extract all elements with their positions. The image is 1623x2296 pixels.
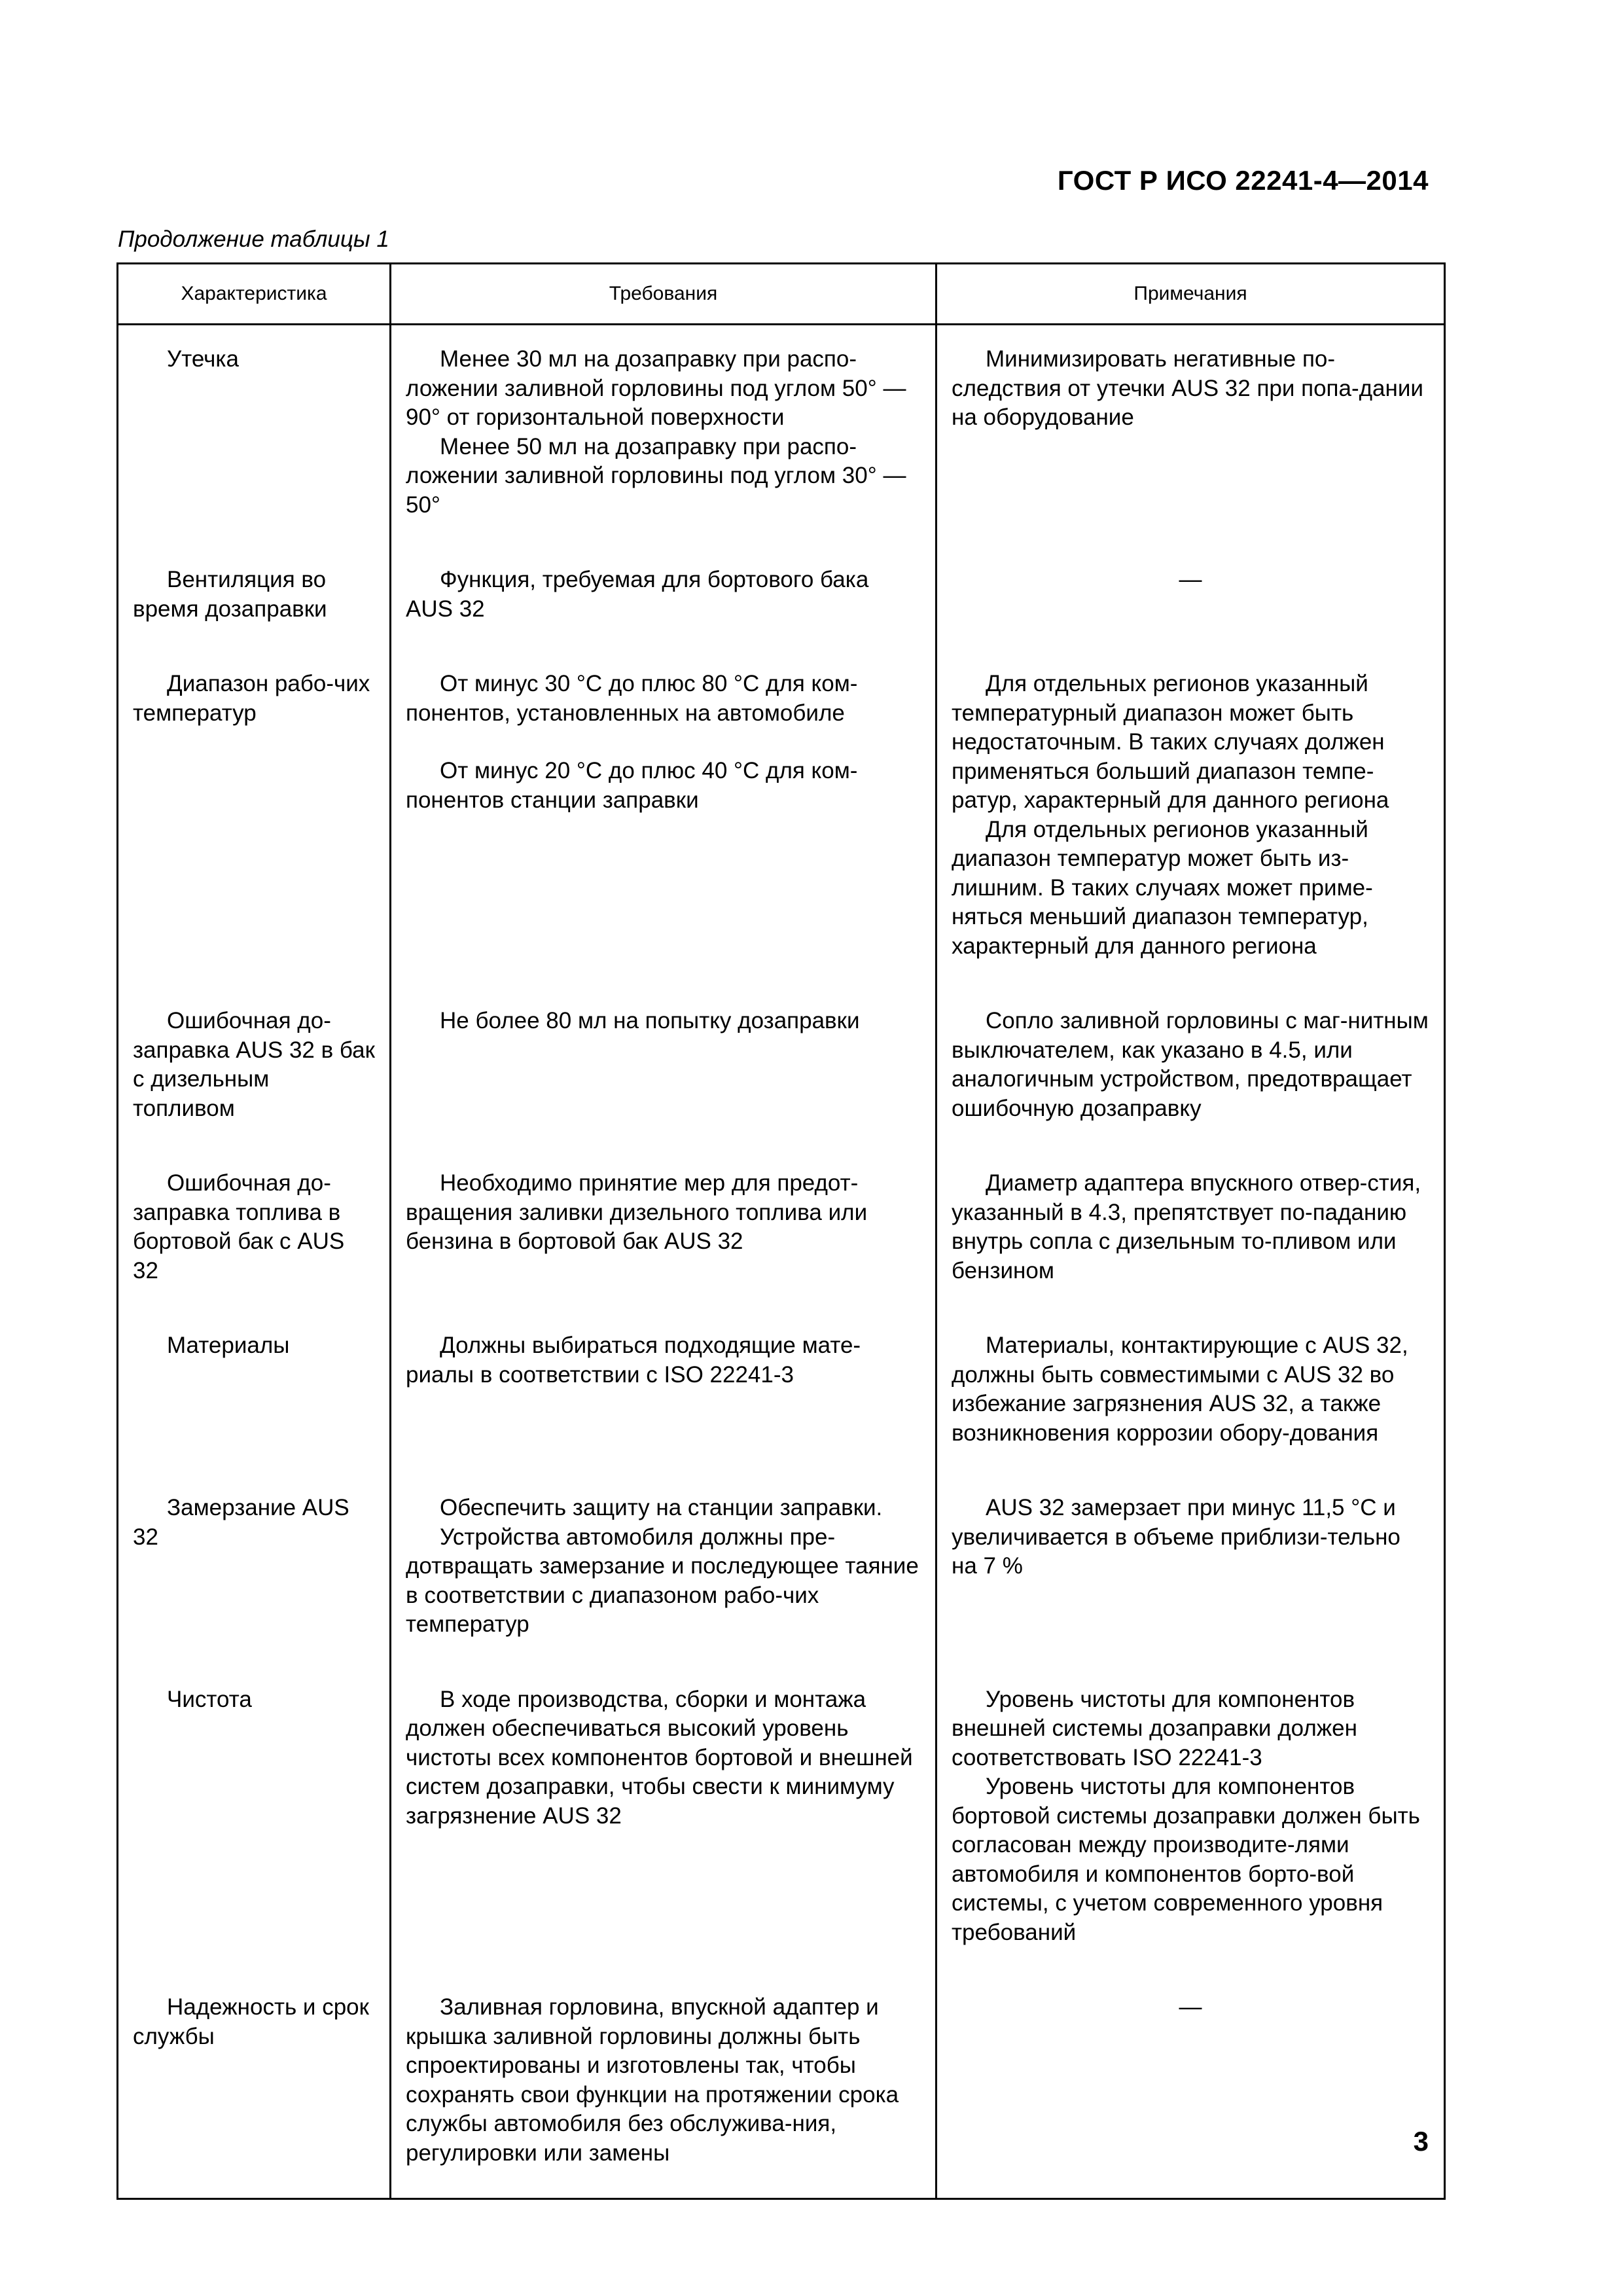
notes-cell [936, 325, 1445, 550]
requirements-cell [391, 325, 936, 550]
cell-paragraph: — [1179, 1994, 1202, 2020]
cell-paragraph: Менее 50 мл на дозаправку при распо-ложении заливной горловины под углом 30° — 50° [406, 433, 906, 518]
cell-paragraph: Необходимо принятие мер для предот-вращения заливки дизельного топлива или бензина в бортовой бак AUS 32 [406, 1170, 868, 1254]
cell-paragraph: Обеспечить защиту на станции заправки. [440, 1495, 883, 1520]
characteristic-cell [118, 1977, 391, 2199]
table-row [118, 654, 1445, 991]
characteristic-cell [118, 991, 391, 1153]
notes-cell [936, 654, 1445, 991]
requirements-cell [391, 1153, 936, 1316]
cell-paragraph: Ошибочная до-заправка AUS 32 в бак с дизельным топливом [133, 1008, 375, 1121]
cell-paragraph: Для отдельных регионов указанный температурный диапазон может быть недостаточным. В таких случаях должен применяться больший диапазон темпе-ратур, характерный для данного региона [952, 671, 1389, 813]
notes-cell [936, 1977, 1445, 2199]
cell-paragraph: Функция, требуемая для бортового бака AUS 32 [406, 567, 869, 622]
characteristic-cell [118, 654, 391, 991]
notes-cell [936, 1153, 1445, 1316]
table-row [118, 991, 1445, 1153]
cell-paragraph: Чистота [167, 1686, 252, 1712]
column-header-requirements: Требования [391, 264, 936, 325]
requirements-table [116, 262, 1446, 2200]
cell-paragraph: От минус 20 °С до плюс 40 °С для ком-понентов станции заправки [406, 758, 858, 813]
cell-paragraph: Утечка [167, 346, 239, 372]
notes-cell [936, 550, 1445, 654]
characteristic-cell [118, 1670, 391, 1978]
notes-cell [936, 1478, 1445, 1670]
requirements-cell [391, 1670, 936, 1978]
cell-paragraph: Диапазон рабо-чих температур [133, 671, 370, 726]
cell-paragraph: Уровень чистоты для компонентов бортовой системы дозаправки должен быть согласован между производите-лями автомобиля и компонентов борто-вой системы, с учетом современного уровня требований [952, 1774, 1420, 1945]
column-header-characteristic: Характеристика [118, 264, 391, 325]
cell-paragraph: Материалы, контактирующие с AUS 32, должны быть совместимыми с AUS 32 во избежание загрязнения AUS 32, а также возникновения коррозии обору-дования [952, 1333, 1408, 1446]
cell-paragraph: Для отдельных регионов указанный диапазон температур может быть из-лишним. В таких случаях может приме-няться меньший диапазон температур, характерный для данного региона [952, 816, 1373, 959]
cell-paragraph: Уровень чистоты для компонентов внешней системы дозаправки должен соответствовать ISO 22241-3 [952, 1686, 1357, 1770]
characteristic-cell [118, 1316, 391, 1478]
cell-paragraph: Устройства автомобиля должны пре-дотвращать замерзание и последующее таяние в соответствии с диапазоном рабо-чих температур [406, 1524, 919, 1637]
requirements-cell [391, 1478, 936, 1670]
characteristic-cell [118, 325, 391, 550]
table-row [118, 325, 1445, 550]
table-row [118, 550, 1445, 654]
cell-paragraph: Заливная горловина, впускной адаптер и крышка заливной горловины должны быть спроектированы и изготовлены так, чтобы сохранять свои функции на протяжении срока службы автомобиля без обслужива-ния, регулировки или замены [406, 1994, 899, 2166]
cell-paragraph: Материалы [167, 1333, 290, 1358]
cell-paragraph: AUS 32 замерзает при минус 11,5 °С и увеличивается в объеме приблизи-тельно на 7 % [952, 1495, 1400, 1579]
table-row [118, 1977, 1445, 2199]
table-header-row [118, 264, 1445, 325]
page-number: 3 [1413, 2126, 1429, 2157]
requirements-cell [391, 1316, 936, 1478]
table-caption: Продолжение таблицы 1 [118, 226, 389, 252]
cell-paragraph: Диаметр адаптера впускного отвер-стия, указанный в 4.3, препятствует по-паданию внутрь сопла с дизельным то-пливом или бензином [952, 1170, 1421, 1283]
requirements-cell [391, 1977, 936, 2199]
cell-paragraph: Замерзание AUS 32 [133, 1495, 349, 1550]
document-code: ГОСТ Р ИСО 22241-4—2014 [1057, 165, 1429, 196]
characteristic-cell [118, 1478, 391, 1670]
characteristic-cell [118, 1153, 391, 1316]
cell-paragraph: Надежность и срок службы [133, 1994, 369, 2049]
requirements-cell [391, 550, 936, 654]
notes-cell [936, 1316, 1445, 1478]
cell-paragraph: В ходе производства, сборки и монтажа должен обеспечиваться высокий уровень чистоты всех компонентов бортовой и внешней систем дозаправки, чтобы свести к минимуму загрязнение AUS 32 [406, 1686, 913, 1829]
cell-paragraph: Минимизировать негативные по-следствия от утечки AUS 32 при попа-дании на оборудование [952, 346, 1423, 430]
cell-paragraph: Не более 80 мл на попытку дозаправки [440, 1008, 860, 1033]
requirements-cell [391, 654, 936, 991]
cell-paragraph: Менее 30 мл на дозаправку при распо-ложении заливной горловины под углом 50° — 90° от горизонтальной поверхности [406, 346, 906, 430]
cell-paragraph: От минус 30 °С до плюс 80 °С для ком-понентов, установленных на автомобиле [406, 671, 858, 726]
column-header-notes: Примечания [936, 264, 1445, 325]
cell-paragraph: Вентиляция во время дозаправки [133, 567, 327, 622]
cell-paragraph: — [1179, 567, 1202, 592]
requirements-cell [391, 991, 936, 1153]
table-row [118, 1153, 1445, 1316]
cell-paragraph: Сопло заливной горловины с маг-нитным выключателем, как указано в 4.5, или аналогичным устройством, предотвращает ошибочную дозаправку [952, 1008, 1429, 1121]
cell-paragraph: Ошибочная до-заправка топлива в бортовой бак с AUS 32 [133, 1170, 345, 1283]
paragraph-gap [406, 728, 921, 757]
table-row [118, 1478, 1445, 1670]
table-row [118, 1670, 1445, 1978]
notes-cell [936, 1670, 1445, 1978]
table-row [118, 1316, 1445, 1478]
notes-cell [936, 991, 1445, 1153]
characteristic-cell [118, 550, 391, 654]
cell-paragraph: Должны выбираться подходящие мате-риалы в соответствии с ISO 22241-3 [406, 1333, 861, 1388]
